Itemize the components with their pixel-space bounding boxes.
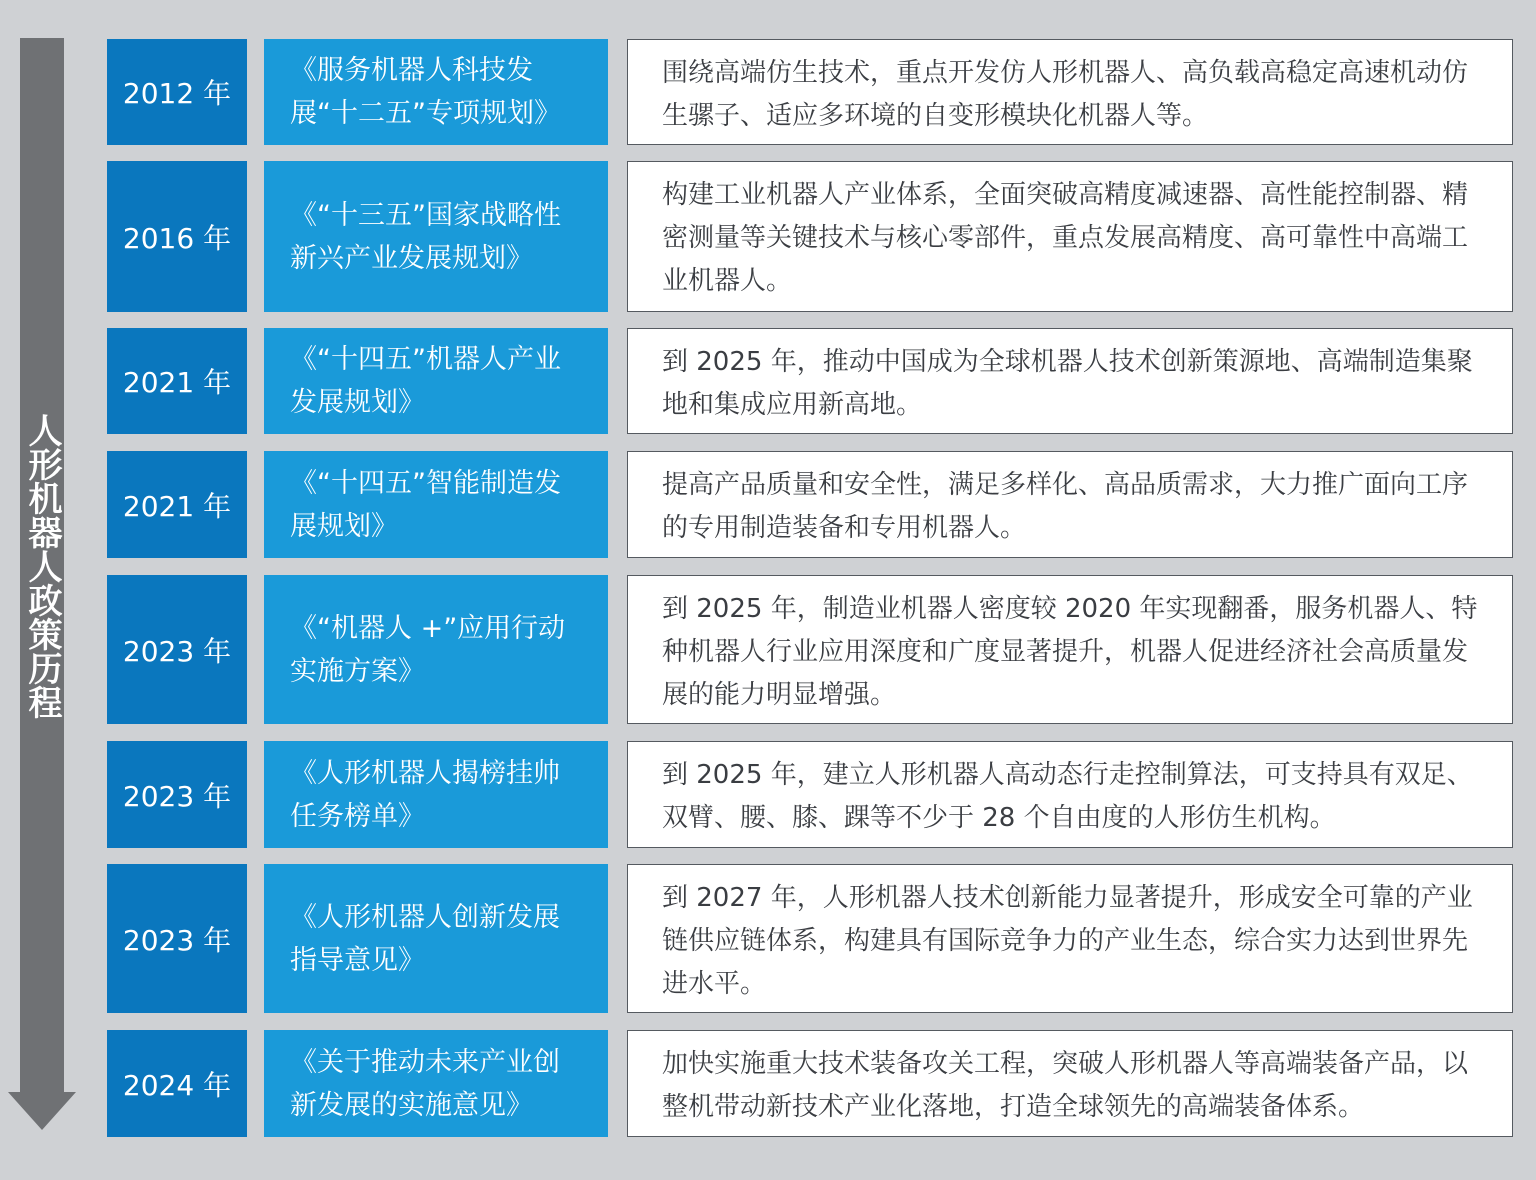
policy-description: 构建工业机器人产业体系，全面突破高精度减速器、高性能控制器、精密测量等关键技术与核心零部件，重点发展高精度、高可靠性中高端工业机器人。 xyxy=(627,161,1513,312)
policy-row xyxy=(107,39,1513,145)
year-cell: 2024 年 xyxy=(107,1030,247,1137)
policy-description: 加快实施重大技术装备攻关工程，突破人形机器人等高端装备产品，以整机带动新技术产业化落地，打造全球领先的高端装备体系。 xyxy=(627,1030,1513,1137)
policy-description: 围绕高端仿生技术，重点开发仿人形机器人、高负载高稳定高速机动仿生骡子、适应多环境的自变形模块化机器人等。 xyxy=(627,39,1513,145)
policy-description: 到 2025 年，制造业机器人密度较 2020 年实现翻番，服务机器人、特种机器人行业应用深度和广度显著提升，机器人促进经济社会高质量发展的能力明显增强。 xyxy=(627,575,1513,724)
policy-title: 《“十四五”智能制造发展规划》 xyxy=(264,451,608,558)
year-cell: 2016 年 xyxy=(107,161,247,312)
policy-title: 《“十三五”国家战略性新兴产业发展规划》 xyxy=(264,161,608,312)
year-cell: 2012 年 xyxy=(107,39,247,145)
year-cell: 2021 年 xyxy=(107,451,247,558)
policy-title: 《关于推动未来产业创新发展的实施意见》 xyxy=(264,1030,608,1137)
policy-row xyxy=(107,864,1513,1013)
year-cell: 2023 年 xyxy=(107,575,247,724)
arrow-down-icon xyxy=(8,1092,76,1130)
timeline-label: 人形机器人政策历程 xyxy=(22,413,62,719)
year-cell: 2023 年 xyxy=(107,864,247,1013)
policy-description: 到 2025 年，建立人形机器人高动态行走控制算法，可支持具有双足、双臂、腰、膝、踝等不少于 28 个自由度的人形仿生机构。 xyxy=(627,741,1513,848)
policy-description: 到 2025 年，推动中国成为全球机器人技术创新策源地、高端制造集聚地和集成应用新高地。 xyxy=(627,328,1513,434)
policy-description: 到 2027 年，人形机器人技术创新能力显著提升，形成安全可靠的产业链供应链体系，构建具有国际竞争力的产业生态，综合实力达到世界先进水平。 xyxy=(627,864,1513,1013)
timeline-arrow xyxy=(8,38,76,1130)
policy-row xyxy=(107,1030,1513,1137)
policy-title: 《“机器人 +”应用行动实施方案》 xyxy=(264,575,608,724)
policy-description: 提高产品质量和安全性，满足多样化、高品质需求，大力推广面向工序的专用制造装备和专用机器人。 xyxy=(627,451,1513,558)
policy-row xyxy=(107,741,1513,848)
policy-title: 《人形机器人创新发展指导意见》 xyxy=(264,864,608,1013)
policy-row xyxy=(107,575,1513,724)
policy-row xyxy=(107,451,1513,558)
policy-title: 《“十四五”机器人产业发展规划》 xyxy=(264,328,608,434)
policy-row xyxy=(107,328,1513,434)
policy-title: 《人形机器人揭榜挂帅任务榜单》 xyxy=(264,741,608,848)
policy-title: 《服务机器人科技发展“十二五”专项规划》 xyxy=(264,39,608,145)
year-cell: 2023 年 xyxy=(107,741,247,848)
policy-row xyxy=(107,161,1513,312)
year-cell: 2021 年 xyxy=(107,328,247,434)
